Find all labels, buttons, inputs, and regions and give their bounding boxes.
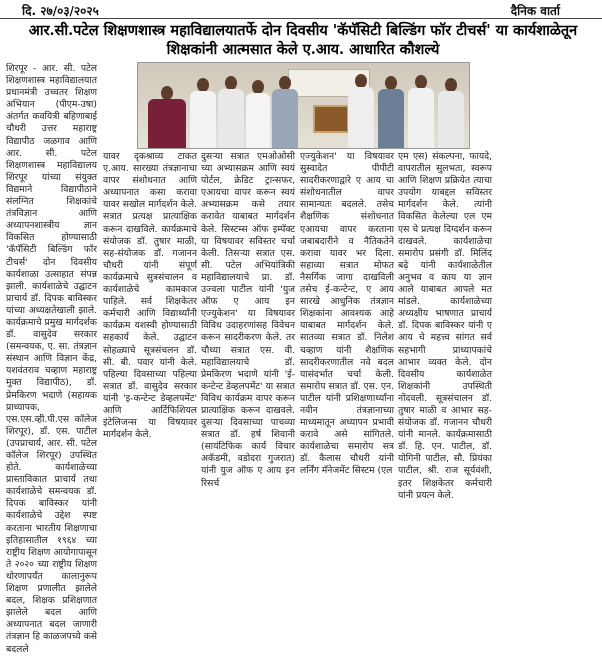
article-column-6: [496, 63, 598, 537]
article-column-5: एम एस) संकल्पना, फायदे, वापरातील सुलभता, स्वरूप आणि शिक्षण प्रक्रियेत त्याचा उपयोग याबद्दल सविस्तर मार्गदर्शन केले. त्यांनी विकसित केलेल्या एल एम एस चे प्रत्यक्ष दिग्दर्शन करून दाखवले. कार्यशाळेचा समारोप प्रसंगी डॉ. मिलिंद बढ़े यांनी कार्यशाळेतील अनुभव व काय या ज्ञान आले याबाबत आपले मत मांडले. कार्यशाळेच्या अध्यक्षीय भाषणात प्राचार्य डॉ. दिपक बाविस्कर यांनी ए आय चे महत्त्व सांगत सर्व सहभागी प्राध्यापकांचे आभार व्यक्त केले. दोन दिवसीय कार्यशाळेत शिक्षकांनी उपस्थिती नोंदवली. सूत्रसंचालन डॉ. तुषार माळी व आभार सह-संयोजक डॉ. गजानन चौधरी यांनी मानले. कार्यक्रमासाठी डॉ. हि. एन. पाटील, डॉ. योगिनी पाटील, सौ. प्रियंका पाटील, श्री. राज सूर्यवंशी, इतर शिक्षकेतर कर्मचारी यांनी प्रयत्न केले.: [398, 151, 492, 501]
article-column-3: दुसऱ्या सत्रात एमओओसी च्या अभ्यासक्रम आणि स्वयं पोर्टल, क्रेडिट ट्रान्सफर, एआयचा वापर करून स्वयं अभ्यासक्रम कसे तयार करावेत याबाबत मार्गदर्शन केले. सिस्टम्स ऑफ इम्पॅक्ट या विषयावर सविस्तर चर्चा केली. तिसऱ्या सत्रात एस. सी. पटेल अभियांत्रिकी महाविद्यालयाचे प्रा. डॉ. उज्वला पाटील यांनी 'युज ऑफ ए आय इन एज्युकेशन' या विषयावर विविध उदाहरणांसह विवेचन करून सादरीकरण केले. तर चौथ्या सत्रात एस. वी. महाविद्यालयाचे डॉ. प्रेमकिरण भदाणे यांनी 'ई-कन्टेन्ट डेव्हलपमेंट' या सत्रात विविध कार्यक्रम वापर करून प्रात्याक्षिक करून दाखवले. दुसऱ्या दिवसाच्या पाचव्या सत्रात डॉ. हर्ष शिवानी (सायंटिफिक कार्य विचार अकॅडमी, वडोदरा गुजरात) यांनी युज ऑफ ए आय इन रिसर्च: [201, 151, 295, 489]
newspaper-name: दैनिक वार्ता: [510, 4, 560, 18]
person-figure: [246, 80, 270, 148]
person-figure: [218, 76, 244, 148]
person-figure: [190, 78, 216, 148]
person-figure: [378, 76, 404, 148]
divider: [0, 18, 602, 19]
person-figure: [148, 86, 186, 148]
photo-frame-gift: [313, 105, 349, 133]
person-figure: [408, 75, 434, 148]
event-photo: [137, 62, 470, 149]
person-figure: [438, 78, 464, 148]
person-figure: [272, 76, 298, 148]
article-headline: आर.सी.पटेल शिक्षणशास्त्र महाविद्यालयातर्फे दोन दिवसीय 'कॅपॅसिटी बिल्डिंग फॉर टीचर्स' या कार्यशाळेतून शिक्षकांनी आत्मसात केले ए.आय. आधारित कौशल्ये: [28, 22, 578, 58]
masthead: [0, 0, 602, 20]
person-figure: [348, 74, 374, 148]
article-column-4: एज्युकेशन' या विषयावर सुस्वादेत पीपीटी सादरीकरणाद्वारे ए आय चा संशोधनातील वापर सामान्यतः बदलले. तसेच शैक्षणिक संशोधनात एआयचा वापर करताना जबाबदारीने व नैतिकतेने करावा यावर भर दिला. सहाव्या सत्रात मोफत नैसर्गिक जागा दाखविली तसेच ई-कन्टेन्ट, ए आय सारखे आधुनिक तंत्रज्ञान शिक्षकांना आवश्यक आहे याबाबत मार्गदर्शन केले. सातव्या सत्रात डॉ. निलेश चव्हाण यांनी शैक्षणिक सादरीकरणातील नवे बदल यासंदर्भात चर्चा केली. समारोप सत्रात डॉ. एस. एन. पाटील यांनी प्रशिक्षणार्थ्यांना नवीन तंत्रज्ञानाच्या माध्यमातून अध्यापन प्रभावी करावे असे सांगितले. कार्यशाळेचा समारोप सत्र डॉ. कैलास चौधरी यांनी लर्निंग मॅनेजमेंट सिस्टम (एल: [300, 151, 394, 477]
publication-date: दि. २७/०३/२०२५: [22, 4, 99, 18]
article-column-2: यावर दृकश्राव्य टाकत ए.आय. सारख्या तंत्रज्ञानाचा वापर संशोधनात आणि अध्यापनात कसा करावा यावर सखोल मार्गदर्शन केले. सत्रात प्रत्यक्ष प्रात्याक्षिक करून दाखविले. कार्यक्रमाचे संयोजक डॉ. तुषार माळी, सह-संयोजक डॉ. गजानन चौधरी यांनी संपूर्ण कार्यक्रमाचे सुत्रसंचालन व कार्यशाळेचे कामकाज पाहिले. सर्व शिक्षकेतर कर्मचारी आणि विद्यार्थ्यांनी कार्यक्रम यशस्वी होण्यासाठी सहकार्य केले. उद्घाटन सोहळ्याचे सूत्रसंचलन डॉ. सी. बी. पवार यांनी केले. पहिल्या दिवसाच्या पहिल्या सत्रात डॉ. वासुदेव सरकार यांनी 'इ-कन्टेन्ट डेव्हलपमेंट' आणि आर्टिफिशियल इंटेलिजन्स या विषयावर मार्गदर्शन केले.: [103, 151, 197, 441]
article-column-1: शिरपूर - आर. सी. पटेल शिक्षणशास्त्र महाविद्यालयात प्रधानमंत्री उच्चतर शिक्षण अभियान (पीएम-उषा) अंतर्गत कवयित्री बहिणाबाई चौधरी उत्तर महाराष्ट्र विद्यापीठ जळगाव आणि आर. सी. पटेल शिक्षणशास्त्र महाविद्यालय शिरपूर यांच्या संयुक्त विद्यमाने विद्यापीठाने संलग्नित शिक्षकांचे तंत्रविज्ञान आणि अध्यापनशास्त्रीय ज्ञान विकसित होण्यासाठी 'कॅपॅसिटी बिल्डिंग फॉर टीचर्स' दोन दिवसीय कार्यशाळा उत्साहात संपन्न झाली. कार्यशाळेचे उद्घाटन प्राचार्य डॉ. दिपक बाविस्कर यांच्या अध्यक्षतेखाली झाले. कार्यक्रमाचे प्रमुख मार्गदर्शक डॉ. वासुदेव सरकार (समन्वयक, ए. सा. तंत्रज्ञान संस्थान आणि विज्ञान केंद्र, यशवंतराव चव्हाण महाराष्ट्र मुक्त विद्यापीठ), डॉ. प्रेमकिरण भदाणे (सहायक प्राध्यापक, एस.एस.व्ही.पी.एस कॉलेज शिरपूर), डॉ. एस. पाटील (उपप्राचार्य, आर. सी. पटेल कॉलेज शिरपूर) उपस्थित होते. कार्यशाळेच्या प्रास्ताविकात प्राचार्य तथा कार्यशाळेचे समन्वयक डॉ. दिपक बाविस्कर यांनी कार्यशाळेचे उद्देश स्पष्ट करताना भारतीय शिक्षणाचा इतिहासातील १९६४ च्या राष्ट्रीय शिक्षण आयोगापासून ते २०२० च्या राष्ट्रीय शिक्षण धोरणापर्यंत कालानुरूप शिक्षण प्रणालीत झालेले बदल, शिक्षक प्रशिक्षणात झालेले बदल आणि अध्यापनात बदल जाणारी तंत्रज्ञान हि काळजपच्ये कसे बदलले: [6, 63, 97, 655]
